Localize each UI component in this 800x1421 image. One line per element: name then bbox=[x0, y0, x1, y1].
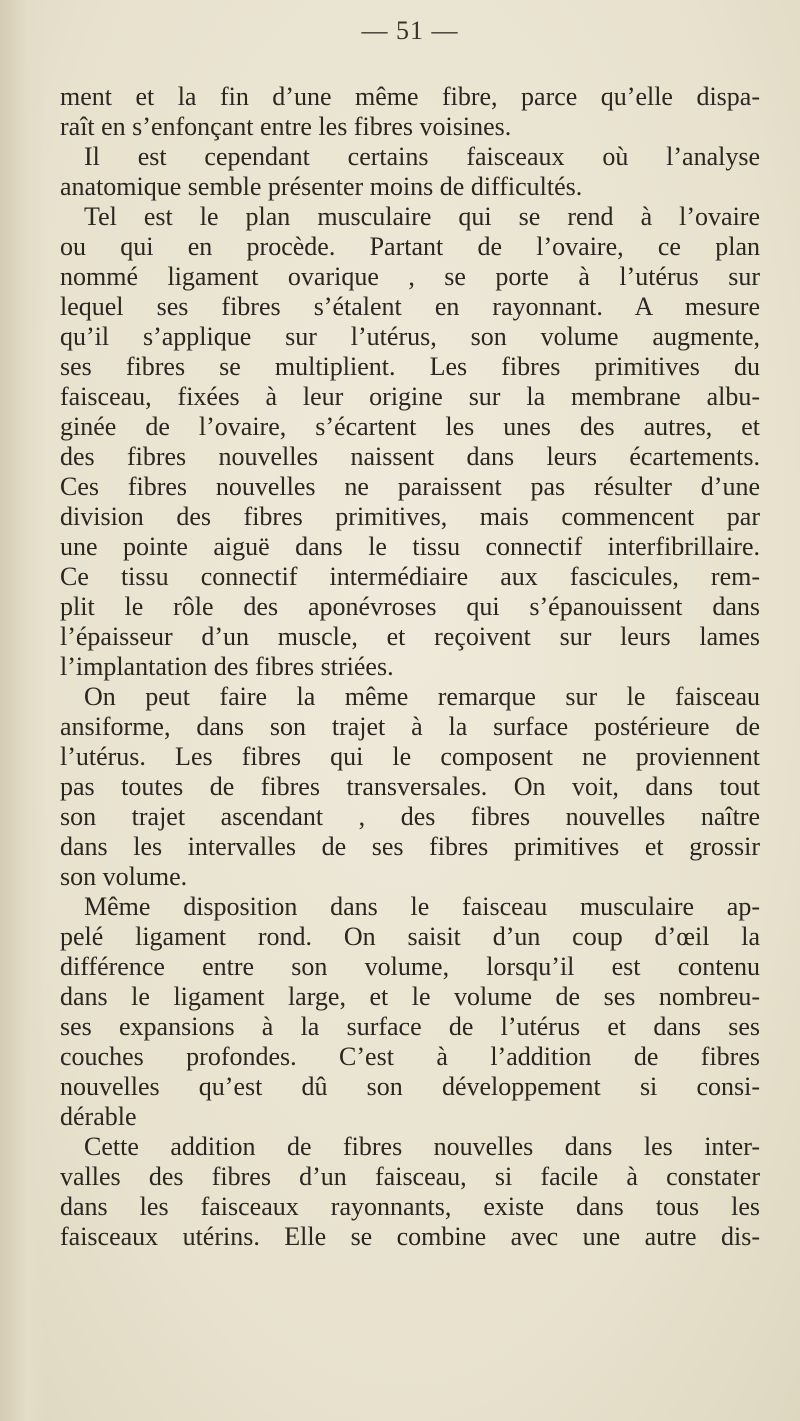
text-line: valles des fibres d’un faisceau, si facile à constater bbox=[60, 1162, 760, 1191]
text-line: nommé ligament ovarique , se porte à l’utérus sur bbox=[60, 262, 760, 291]
text-line: plit le rôle des aponévroses qui s’épanouissent dans bbox=[60, 592, 760, 621]
text-line: pelé ligament rond. On saisit d’un coup d’œil la bbox=[60, 922, 760, 951]
text-line: dans les faisceaux rayonnants, existe dans tous les bbox=[60, 1192, 760, 1221]
text-line: ansiforme, dans son trajet à la surface postérieure de bbox=[60, 712, 760, 741]
text-line: qu’il s’applique sur l’utérus, son volume augmente, bbox=[60, 322, 760, 351]
text-line: différence entre son volume, lorsqu’il est contenu bbox=[60, 952, 760, 981]
text-line: Tel est le plan musculaire qui se rend à l’ovaire bbox=[84, 202, 760, 231]
text-line: lequel ses fibres s’étalent en rayonnant. A mesure bbox=[60, 292, 760, 321]
text-line: dans les intervalles de ses fibres primitives et grossir bbox=[60, 832, 760, 861]
binding-shadow bbox=[0, 0, 46, 1421]
text-line: division des fibres primitives, mais commencent par bbox=[60, 502, 760, 531]
text-line: dans le ligament large, et le volume de ses nombreu- bbox=[60, 982, 760, 1011]
text-line: ment et la fin d’une même fibre, parce qu’elle dispa- bbox=[60, 82, 760, 111]
text-line: Ce tissu connectif intermédiaire aux fascicules, rem- bbox=[60, 562, 760, 591]
text-line: une pointe aiguë dans le tissu connectif interfibrillaire. bbox=[60, 532, 760, 561]
text-line: Même disposition dans le faisceau musculaire ap- bbox=[84, 892, 760, 921]
text-line: raît en s’enfonçant entre les fibres voisines. bbox=[60, 112, 512, 141]
text-line: anatomique semble présenter moins de difficultés. bbox=[60, 172, 583, 201]
text-line: Ces fibres nouvelles ne paraissent pas résulter d’une bbox=[60, 472, 760, 501]
text-line: son trajet ascendant , des fibres nouvelles naître bbox=[60, 802, 760, 831]
text-line: l’utérus. Les fibres qui le composent ne proviennent bbox=[60, 742, 760, 771]
text-line: l’implantation des fibres striées. bbox=[60, 652, 394, 681]
text-body bbox=[60, 82, 760, 1252]
text-line: faisceau, fixées à leur origine sur la membrane albu- bbox=[60, 382, 760, 411]
text-line: ses expansions à la surface de l’utérus et dans ses bbox=[60, 1012, 760, 1041]
text-line: nouvelles qu’est dû son développement si consi- bbox=[60, 1072, 760, 1101]
text-line: On peut faire la même remarque sur le faisceau bbox=[84, 682, 760, 711]
text-line: ou qui en procède. Partant de l’ovaire, ce plan bbox=[60, 232, 760, 261]
text-line: son volume. bbox=[60, 862, 188, 891]
text-line: des fibres nouvelles naissent dans leurs écartements. bbox=[60, 442, 760, 471]
text-line: Il est cependant certains faisceaux où l’analyse bbox=[84, 142, 760, 171]
text-line: pas toutes de fibres transversales. On voit, dans tout bbox=[60, 772, 760, 801]
page-number: — 51 — bbox=[361, 16, 459, 45]
text-line: couches profondes. C’est à l’addition de fibres bbox=[60, 1042, 760, 1071]
text-line: l’épaisseur d’un muscle, et reçoivent sur leurs lames bbox=[60, 622, 760, 651]
text-line: dérable bbox=[60, 1102, 137, 1131]
text-line: ses fibres se multiplient. Les fibres primitives du bbox=[60, 352, 760, 381]
text-line: ginée de l’ovaire, s’écartent les unes des autres, et bbox=[60, 412, 760, 441]
text-line: faisceaux utérins. Elle se combine avec une autre dis- bbox=[60, 1222, 760, 1251]
book-page bbox=[60, 16, 760, 1252]
text-line: Cette addition de fibres nouvelles dans les inter- bbox=[84, 1132, 760, 1161]
